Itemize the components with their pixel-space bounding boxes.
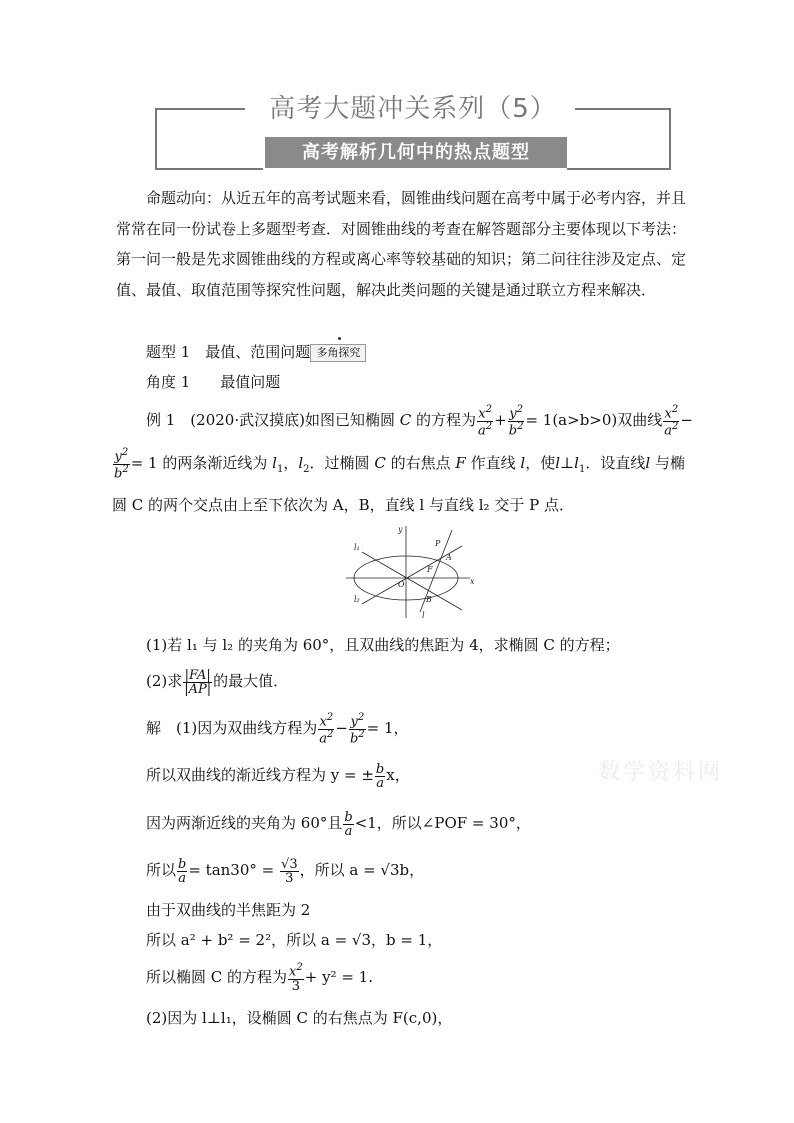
q2-pre: (2)求 [146,672,183,690]
fraction-x2-a2 [477,405,493,437]
frac-num: $x^2$ [478,404,492,422]
ellipse-figure [340,522,480,622]
example-l2b: ．过椭圆 [309,454,370,472]
example-l2a: = 1 的两条渐近线为 [130,454,268,472]
fraction-b-a [375,763,385,790]
s7-post: + y² = 1. [304,968,373,986]
frac-den: |AP| [184,681,212,697]
solution-line-3 [146,808,531,838]
frame-line [669,108,671,170]
frac-num: b [375,761,385,777]
solution-line-7 [146,962,373,993]
frac-num: √3 [281,856,298,872]
example-l2d: 作直线 [470,454,516,472]
example-line-3: 圆 C 的两个交点由上至下依次为 A，B，直线 l 与直线 l₂ 交于 P 点． [112,496,574,514]
s2-post: x， [386,766,410,784]
frac-den: 3 [280,871,299,885]
fraction-fa-ap [183,669,212,696]
s2-pre: 所以双曲线的渐近线方程为 y = ± [146,766,374,784]
var-l: l [645,454,651,472]
fraction-x2-a2 [318,713,334,745]
label-l1: l₁ [354,543,360,552]
header-frame [155,93,671,179]
frac-num: $x^2$ [319,712,334,730]
var-l: l [555,454,561,472]
var-C: C [399,411,412,429]
label-x: x [470,577,475,586]
frac-den: $b^2$ [114,463,129,481]
example-eq-text: 的方程为 [416,411,477,429]
fraction-sqrt3-3 [280,858,299,885]
fraction-x2-3 [288,963,304,992]
frac-den: $b^2$ [349,728,365,746]
solution-line-4 [146,855,424,885]
frac-num: b [344,809,353,825]
solution-line-6: 所以 a² + b² = 2²，所以 a = √3，b = 1， [146,931,443,949]
frac-den: $a^2$ [478,420,493,438]
fraction-y2-b2 [349,713,366,745]
frac-num: b [178,856,187,872]
angle-line: 角度 1 最值问题 [146,373,281,391]
s4-pre: 所以 [146,861,177,879]
s7-pre: 所以椭圆 C 的方程为 [146,968,288,986]
fraction-y2-b2-hyp [113,448,130,480]
var-l2: l [298,454,304,472]
s4-mid: = tan30° = [188,861,275,879]
frame-line [155,168,263,170]
var-C: C [374,454,386,472]
fraction-b-a [343,811,353,838]
label-A: A [446,553,452,562]
fraction-x2-a2-hyp [663,405,679,437]
label-l: l [422,611,425,620]
topic-label: 题型 1 最值、范围问题 [146,343,311,361]
example-cond: = 1(a>b>0)双曲线 [525,411,663,429]
solution-line-8: (2)因为 l⊥l₁，设椭圆 C 的右焦点为 F(c,0)， [146,1009,453,1027]
label-l2: l₂ [354,595,360,604]
s1-pre: 解 (1)因为双曲线方程为 [146,719,318,737]
question-2 [146,666,288,696]
q2-post: 的最大值． [213,672,289,690]
frac-num: |FA| [184,667,211,683]
question-1: (1)若 l₁ 与 l₂ 的夹角为 60°，且双曲线的焦距为 4，求椭圆 C 的方程； [146,636,620,654]
var-l1: l [272,454,277,472]
topic-tag[interactable] [310,344,366,362]
solution-line-2 [146,760,410,790]
watermark: 数学资料网 [598,760,724,785]
frame-line [155,108,245,110]
var-l: l [520,454,526,472]
frac-den: $a^2$ [319,728,334,746]
label-F: F [427,565,433,574]
example-l2g: 与椭 [654,454,685,472]
frac-den: a [376,775,384,791]
frac-den: a [178,870,187,886]
s3-pre: 因为两渐近线的夹角为 60°且 [146,814,343,832]
label-B: B [426,595,432,604]
frac-num: $y^2$ [509,404,523,422]
frac-den: $a^2$ [664,420,679,438]
solution-line-5: 由于双曲线的半焦距为 2 [146,901,311,919]
frac-num: $y^2$ [114,447,129,465]
var-l1: l [574,454,579,472]
example-line-1: 例 1 (2020·武汉摸底)如图已知椭圆 C 的方程为 $\frac{x^2}{a^2}$ + $\frac{y^2}{b^2}$ = 1(a>b>0)双曲线 $\frac{x^2}{a^2}$ − [146,404,693,438]
example-line-2: $\frac{y^2}{b^2}$ = 1 的两条渐近线为 $l_1$，$l_2$．过椭圆 C 的右焦点 F 作直线 l，使$l\perp l_1$．设直线l 与椭 [114,447,685,481]
intro-paragraph: 命题动向：从近五年的高考试题来看，圆锥曲线问题在高考中属于必考内容，并且常常在同一份试卷上多题型考查．对圆锥曲线的考查在解答题部分主要体现以下考法：第一问一般是先求圆锥曲线的方程或离心率等较基础的知识；第二问往往涉及定点、定值、最值、取值范围等探究性问题，解决此类问题的关键是通过联立方程来解决． [116,189,687,299]
s1-post: = 1， [366,719,409,737]
frame-line [575,108,671,110]
series-title: 高考大题冲关系列（5） [269,94,557,124]
s4-post: ，所以 a = √3b， [299,861,425,879]
topic-tag-label: 多角探究 [316,346,361,359]
solution-line-1: 解 (1)因为双曲线方程为 $\frac{x^2}{a^2}$ − $\frac{y^2}{b^2}$ = 1， [146,712,409,746]
topic-line [146,337,366,367]
frame-line [567,168,671,170]
fraction-y2-b2 [508,405,525,437]
label-P: P [435,539,441,548]
frac-den: $b^2$ [508,420,524,438]
frac-num: $x^2$ [289,962,303,980]
frame-line [155,108,157,170]
frac-num: $x^2$ [664,404,679,422]
example-l2c: 的右焦点 [390,454,451,472]
fraction-b-a [177,858,187,885]
example-l2e: ，使 [525,454,556,472]
frac-den: a [344,823,353,839]
frac-den: 3 [288,979,304,993]
var-F: F [455,454,466,472]
subtitle-banner: 高考解析几何中的热点题型 [265,137,567,168]
s3-post: <1，所以∠POF = 30°， [354,814,531,832]
example-l2f: ．设直线 [585,454,646,472]
tag-dot [338,337,341,340]
frac-num: $y^2$ [350,712,365,730]
label-O: O [398,580,405,589]
example-lead: 例 1 (2020·武汉摸底)如图已知椭圆 [146,411,395,429]
label-y: y [398,525,403,534]
